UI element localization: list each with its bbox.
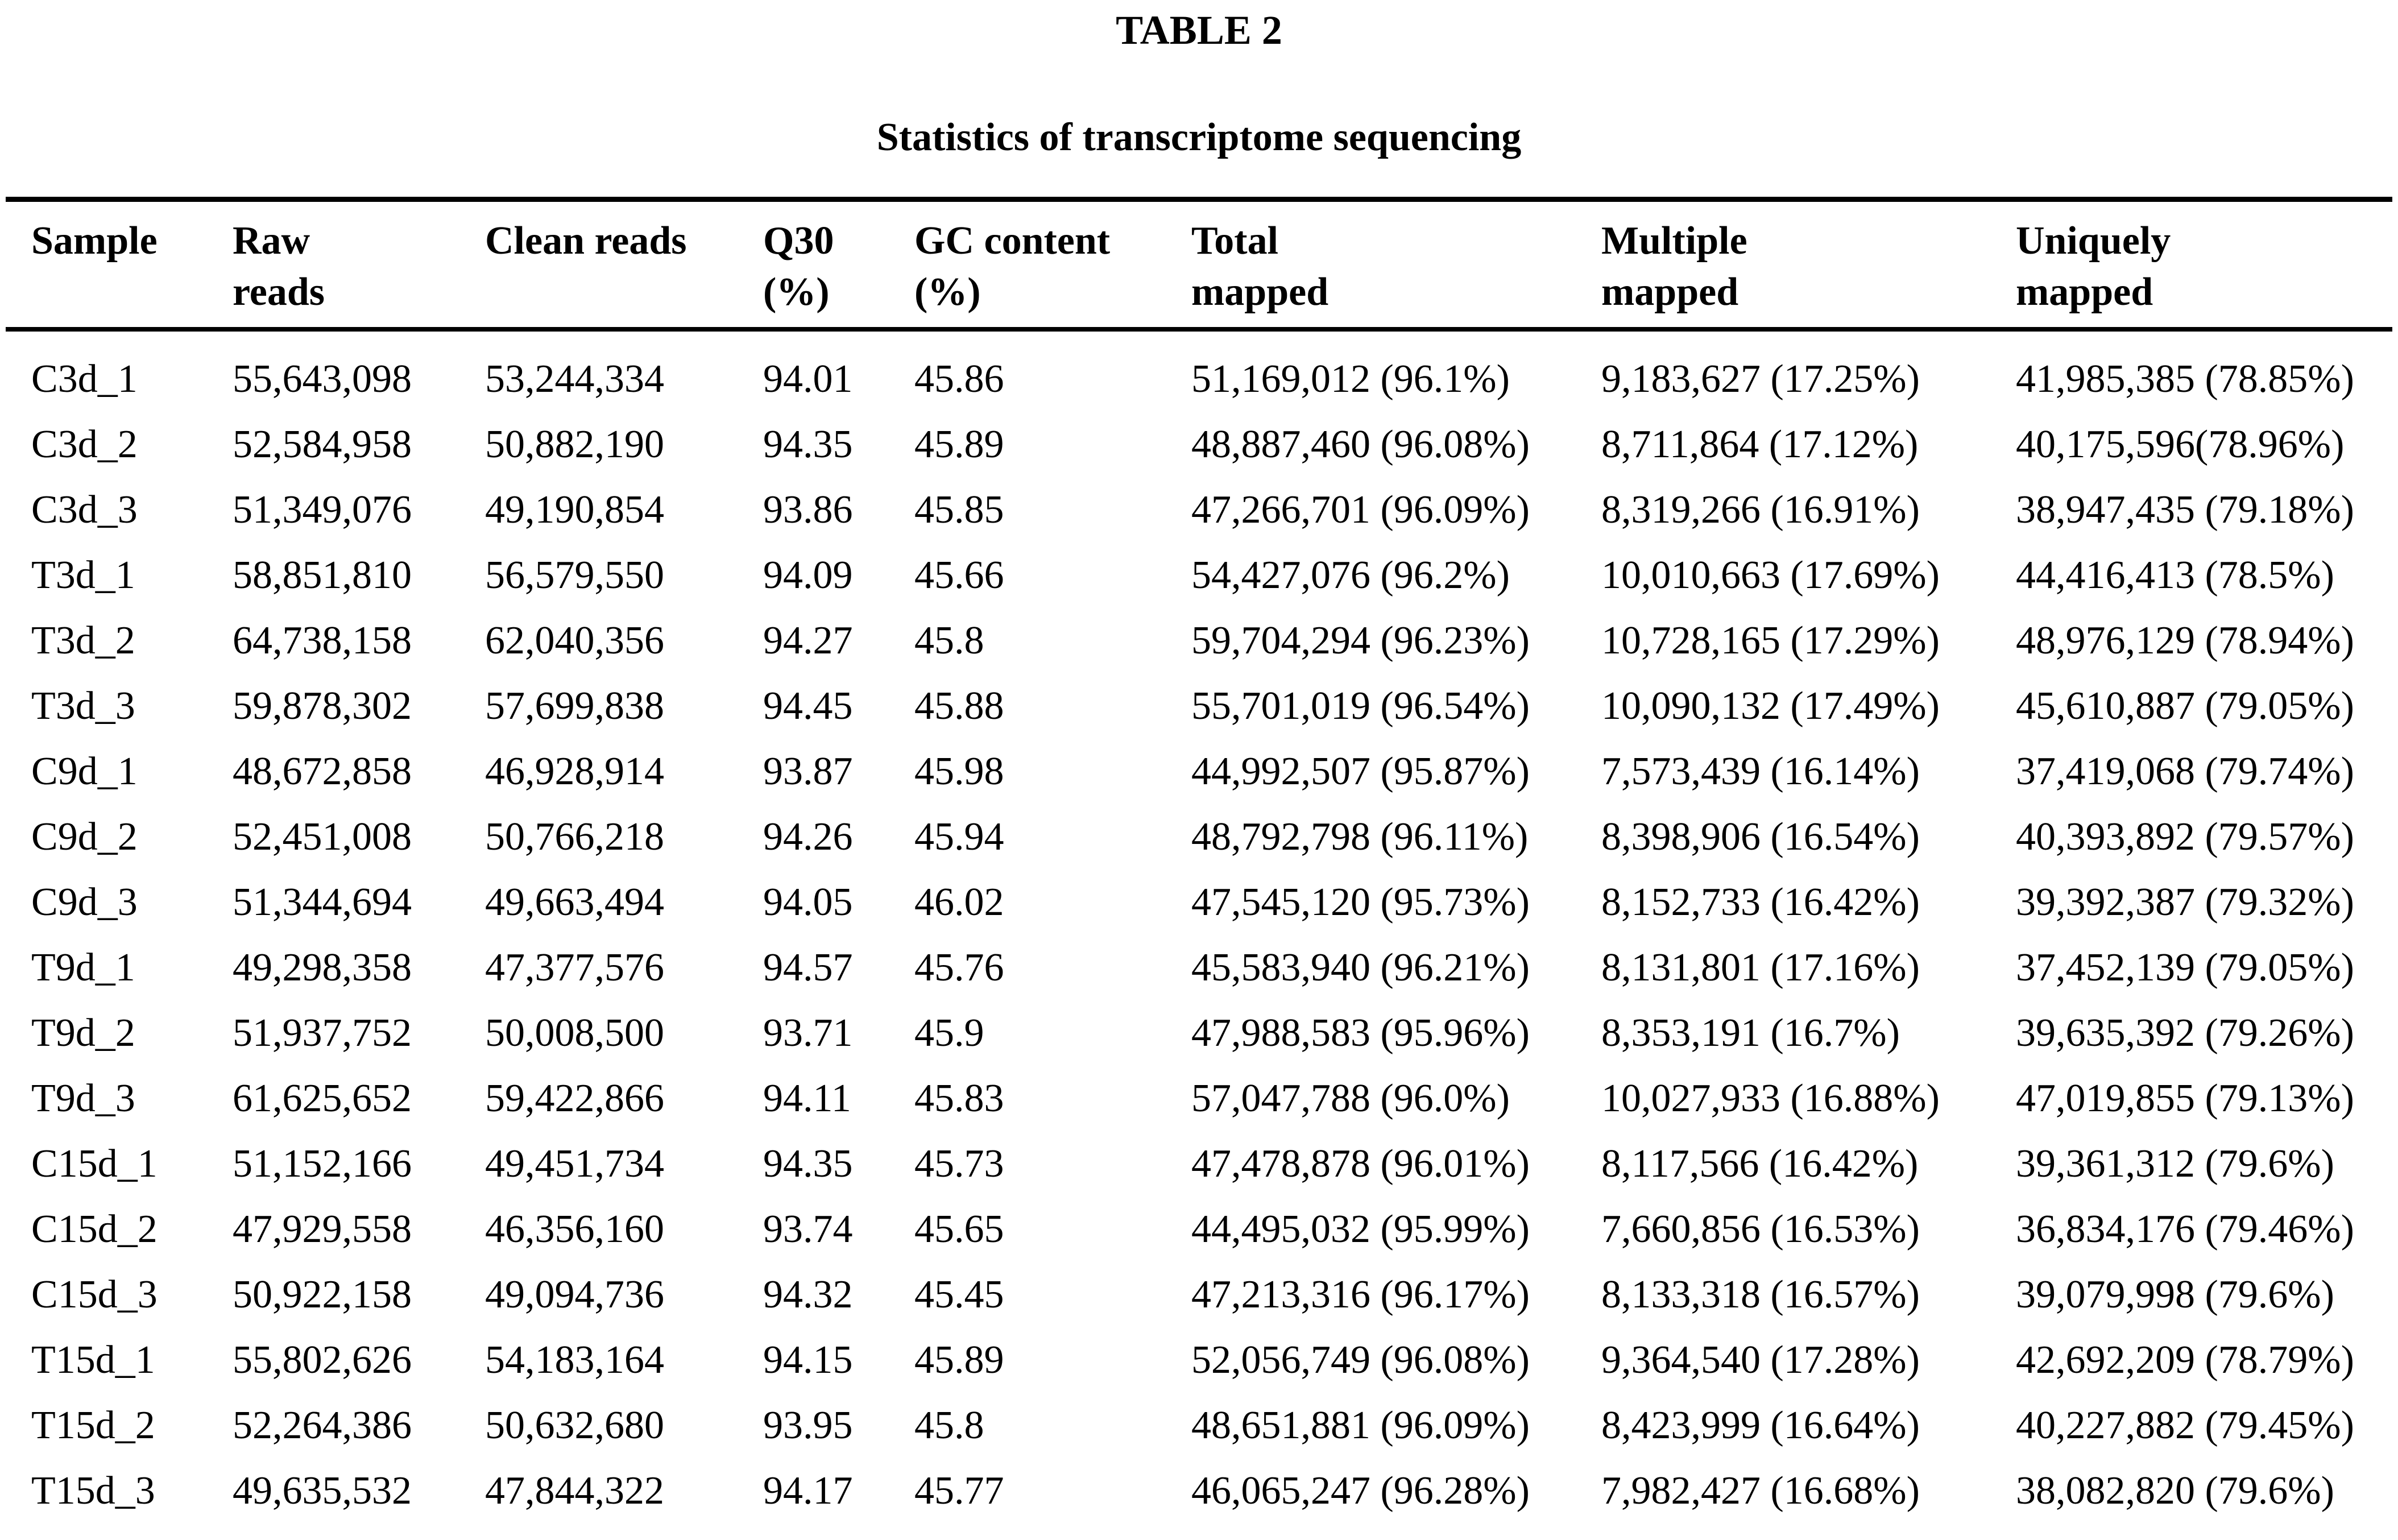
cell-multiple-mapped: 8,117,566 (16.42%): [1601, 1141, 1919, 1186]
cell-uniquely-mapped: 41,985,385 (78.85%): [2016, 357, 2354, 401]
cell-clean-reads: 57,699,838: [485, 684, 664, 728]
cell-uniquely-mapped: 44,416,413 (78.5%): [2016, 553, 2334, 597]
cell-clean-reads: 50,766,218: [485, 814, 664, 859]
cell-sample: T9d_2: [31, 1011, 135, 1055]
table-row: [6, 1131, 2392, 1197]
statistics-table: [6, 197, 2392, 1540]
cell-sample: C15d_1: [31, 1141, 158, 1186]
cell-gc-content: 45.94: [914, 814, 1004, 859]
table-row: [6, 412, 2392, 477]
cell-gc-content: 45.98: [914, 749, 1004, 793]
cell-q30: 94.35: [763, 422, 853, 466]
cell-gc-content: 45.65: [914, 1207, 1004, 1251]
col-header-clean-reads: [459, 200, 738, 330]
table-header: [6, 200, 2392, 330]
cell-uniquely-mapped: 39,079,998 (79.6%): [2016, 1272, 2334, 1317]
table-body: [6, 329, 2392, 1540]
cell-uniquely-mapped: 39,361,312 (79.6%): [2016, 1141, 2334, 1186]
cell-sample: T3d_3: [31, 684, 135, 728]
cell-clean-reads: 59,422,866: [485, 1076, 664, 1120]
cell-raw-reads: 51,152,166: [233, 1141, 412, 1186]
cell-total-mapped: 55,701,019 (96.54%): [1191, 684, 1530, 728]
header-line: mapped: [1191, 270, 1329, 314]
cell-total-mapped: 47,545,120 (95.73%): [1191, 880, 1530, 924]
cell-gc-content: 45.45: [914, 1272, 1004, 1317]
cell-uniquely-mapped: 42,692,209 (78.79%): [2016, 1338, 2354, 1382]
cell-clean-reads: 50,008,500: [485, 1011, 664, 1055]
cell-gc-content: 45.88: [914, 684, 1004, 728]
table-row: [6, 1327, 2392, 1393]
cell-gc-content: 45.85: [914, 487, 1004, 532]
cell-multiple-mapped: 10,090,132 (17.49%): [1601, 684, 1940, 728]
cell-q30: 93.74: [763, 1207, 853, 1251]
header-line: reads: [233, 270, 325, 314]
cell-raw-reads: 51,344,694: [233, 880, 412, 924]
cell-total-mapped: 48,887,460 (96.08%): [1191, 422, 1530, 466]
cell-q30: 94.35: [763, 1141, 853, 1186]
cell-multiple-mapped: 8,133,318 (16.57%): [1601, 1272, 1920, 1317]
cell-gc-content: 45.83: [914, 1076, 1004, 1120]
cell-total-mapped: 54,427,076 (96.2%): [1191, 553, 1510, 597]
cell-multiple-mapped: 9,183,627 (17.25%): [1601, 357, 1920, 401]
cell-clean-reads: 50,632,680: [485, 1403, 664, 1447]
cell-raw-reads: 51,349,076: [233, 487, 412, 532]
cell-total-mapped: 47,988,583 (95.96%): [1191, 1011, 1530, 1055]
header-row: [6, 200, 2392, 330]
cell-uniquely-mapped: 38,082,820 (79.6%): [2016, 1468, 2334, 1513]
cell-clean-reads: 49,663,494: [485, 880, 664, 924]
cell-clean-reads: 47,377,576: [485, 945, 664, 990]
table-row: [6, 543, 2392, 608]
cell-multiple-mapped: 8,398,906 (16.54%): [1601, 814, 1920, 859]
cell-q30: 93.71: [763, 1011, 853, 1055]
cell-q30: 93.95: [763, 1403, 853, 1447]
cell-total-mapped: 47,266,701 (96.09%): [1191, 487, 1530, 532]
cell-multiple-mapped: 8,423,999 (16.64%): [1601, 1403, 1920, 1447]
table-row: [6, 1197, 2392, 1262]
cell-sample: T3d_2: [31, 618, 135, 663]
cell-gc-content: 45.89: [914, 1338, 1004, 1382]
cell-sample: T15d_3: [31, 1468, 155, 1513]
table-row: [6, 739, 2392, 804]
cell-raw-reads: 49,635,532: [233, 1468, 412, 1513]
cell-sample: C15d_2: [31, 1207, 158, 1251]
cell-total-mapped: 44,495,032 (95.99%): [1191, 1207, 1530, 1251]
cell-sample: T9d_3: [31, 1076, 135, 1120]
table-row: [6, 804, 2392, 870]
cell-multiple-mapped: 8,131,801 (17.16%): [1601, 945, 1920, 990]
cell-uniquely-mapped: 37,419,068 (79.74%): [2016, 749, 2354, 793]
header-line: Uniquely: [2016, 219, 2171, 263]
cell-uniquely-mapped: 36,834,176 (79.46%): [2016, 1207, 2354, 1251]
cell-gc-content: 46.02: [914, 880, 1004, 924]
table-number-title: TABLE 2: [1116, 7, 1282, 53]
cell-multiple-mapped: 8,711,864 (17.12%): [1601, 422, 1919, 466]
cell-total-mapped: 47,213,316 (96.17%): [1191, 1272, 1530, 1317]
cell-raw-reads: 50,922,158: [233, 1272, 412, 1317]
col-header-q30: [738, 200, 889, 330]
cell-raw-reads: 52,584,958: [233, 422, 412, 466]
cell-multiple-mapped: 8,319,266 (16.91%): [1601, 487, 1920, 532]
cell-raw-reads: 48,672,858: [233, 749, 412, 793]
cell-clean-reads: 56,579,550: [485, 553, 664, 597]
cell-multiple-mapped: 8,353,191 (16.7%): [1601, 1011, 1900, 1055]
cell-raw-reads: 58,851,810: [233, 553, 412, 597]
cell-multiple-mapped: 7,573,439 (16.14%): [1601, 749, 1920, 793]
cell-q30: 94.09: [763, 553, 853, 597]
cell-sample: C9d_2: [31, 814, 138, 859]
cell-uniquely-mapped: 39,635,392 (79.26%): [2016, 1011, 2354, 1055]
cell-gc-content: 45.9: [914, 1011, 984, 1055]
header-line: Clean reads: [485, 219, 687, 263]
cell-sample: C9d_1: [31, 749, 138, 793]
col-header-raw-reads: [207, 200, 459, 330]
cell-sample: T9d_1: [31, 945, 135, 990]
cell-total-mapped: 51,169,012 (96.1%): [1191, 357, 1510, 401]
header-line: Total: [1191, 219, 1279, 263]
col-header-multiple-mapped: [1576, 200, 1990, 330]
cell-clean-reads: 49,190,854: [485, 487, 664, 532]
table-row: [6, 1000, 2392, 1066]
table-row: [6, 477, 2392, 543]
table-row: [6, 870, 2392, 935]
col-header-gc-content: [889, 200, 1166, 330]
table-row: [6, 608, 2392, 673]
table-row: [6, 1458, 2392, 1540]
cell-q30: 94.15: [763, 1338, 853, 1382]
col-header-sample: [6, 200, 207, 330]
cell-sample: T15d_2: [31, 1403, 155, 1447]
table-row: [6, 1066, 2392, 1131]
cell-sample: C3d_3: [31, 487, 138, 532]
cell-uniquely-mapped: 40,227,882 (79.45%): [2016, 1403, 2354, 1447]
cell-total-mapped: 48,651,881 (96.09%): [1191, 1403, 1530, 1447]
cell-multiple-mapped: 10,027,933 (16.88%): [1601, 1076, 1940, 1120]
cell-raw-reads: 52,451,008: [233, 814, 412, 859]
header-line: mapped: [2016, 270, 2153, 314]
header-line: GC content: [914, 219, 1111, 263]
cell-clean-reads: 54,183,164: [485, 1338, 664, 1382]
cell-raw-reads: 49,298,358: [233, 945, 412, 990]
header-line: Raw: [233, 219, 310, 263]
cell-q30: 94.17: [763, 1468, 853, 1513]
cell-raw-reads: 55,802,626: [233, 1338, 412, 1382]
cell-uniquely-mapped: 40,393,892 (79.57%): [2016, 814, 2354, 859]
cell-gc-content: 45.73: [914, 1141, 1004, 1186]
cell-gc-content: 45.89: [914, 422, 1004, 466]
cell-uniquely-mapped: 38,947,435 (79.18%): [2016, 487, 2354, 532]
cell-clean-reads: 46,928,914: [485, 749, 664, 793]
header-line: (%): [914, 270, 981, 314]
cell-raw-reads: 59,878,302: [233, 684, 412, 728]
cell-total-mapped: 48,792,798 (96.11%): [1191, 814, 1529, 859]
cell-sample: T15d_1: [31, 1338, 155, 1382]
cell-clean-reads: 47,844,322: [485, 1468, 664, 1513]
cell-multiple-mapped: 8,152,733 (16.42%): [1601, 880, 1920, 924]
cell-gc-content: 45.8: [914, 618, 984, 663]
table-caption: Statistics of transcriptome sequencing: [876, 115, 1522, 159]
cell-q30: 94.32: [763, 1272, 853, 1317]
cell-clean-reads: 53,244,334: [485, 357, 664, 401]
cell-raw-reads: 55,643,098: [233, 357, 412, 401]
cell-sample: C9d_3: [31, 880, 138, 924]
cell-total-mapped: 44,992,507 (95.87%): [1191, 749, 1530, 793]
header-line: (%): [763, 270, 830, 314]
cell-q30: 94.57: [763, 945, 853, 990]
header-line: mapped: [1601, 270, 1739, 314]
cell-q30: 94.11: [763, 1076, 851, 1120]
header-line: Multiple: [1601, 219, 1747, 263]
table-row: [6, 673, 2392, 739]
header-line: Q30: [763, 219, 834, 263]
col-header-total-mapped: [1166, 200, 1576, 330]
cell-uniquely-mapped: 40,175,596(78.96%): [2016, 422, 2345, 466]
cell-raw-reads: 51,937,752: [233, 1011, 412, 1055]
cell-gc-content: 45.86: [914, 357, 1004, 401]
cell-multiple-mapped: 7,660,856 (16.53%): [1601, 1207, 1920, 1251]
cell-multiple-mapped: 10,728,165 (17.29%): [1601, 618, 1940, 663]
cell-total-mapped: 45,583,940 (96.21%): [1191, 945, 1530, 990]
cell-clean-reads: 50,882,190: [485, 422, 664, 466]
col-header-uniquely-mapped: [1990, 200, 2392, 330]
cell-q30: 93.87: [763, 749, 853, 793]
cell-total-mapped: 46,065,247 (96.28%): [1191, 1468, 1530, 1513]
table-row: [6, 329, 2392, 412]
table-row: [6, 1262, 2392, 1327]
cell-q30: 94.01: [763, 357, 853, 401]
cell-gc-content: 45.8: [914, 1403, 984, 1447]
cell-total-mapped: 57,047,788 (96.0%): [1191, 1076, 1510, 1120]
cell-clean-reads: 49,094,736: [485, 1272, 664, 1317]
cell-raw-reads: 64,738,158: [233, 618, 412, 663]
cell-multiple-mapped: 7,982,427 (16.68%): [1601, 1468, 1920, 1513]
cell-sample: T3d_1: [31, 553, 135, 597]
table-row: [6, 1393, 2392, 1458]
cell-total-mapped: 52,056,749 (96.08%): [1191, 1338, 1530, 1382]
cell-sample: C3d_1: [31, 357, 138, 401]
header-line: Sample: [31, 219, 158, 263]
cell-uniquely-mapped: 39,392,387 (79.32%): [2016, 880, 2354, 924]
cell-gc-content: 45.76: [914, 945, 1004, 990]
cell-uniquely-mapped: 47,019,855 (79.13%): [2016, 1076, 2354, 1120]
cell-total-mapped: 59,704,294 (96.23%): [1191, 618, 1530, 663]
cell-q30: 94.05: [763, 880, 853, 924]
cell-uniquely-mapped: 37,452,139 (79.05%): [2016, 945, 2354, 990]
cell-clean-reads: 49,451,734: [485, 1141, 664, 1186]
table-row: [6, 935, 2392, 1000]
cell-q30: 94.45: [763, 684, 853, 728]
cell-sample: C15d_3: [31, 1272, 158, 1317]
cell-raw-reads: 61,625,652: [233, 1076, 412, 1120]
cell-uniquely-mapped: 48,976,129 (78.94%): [2016, 618, 2354, 663]
cell-total-mapped: 47,478,878 (96.01%): [1191, 1141, 1530, 1186]
cell-multiple-mapped: 10,010,663 (17.69%): [1601, 553, 1940, 597]
cell-sample: C3d_2: [31, 422, 138, 466]
cell-raw-reads: 52,264,386: [233, 1403, 412, 1447]
cell-multiple-mapped: 9,364,540 (17.28%): [1601, 1338, 1920, 1382]
cell-uniquely-mapped: 45,610,887 (79.05%): [2016, 684, 2354, 728]
cell-q30: 94.27: [763, 618, 853, 663]
cell-gc-content: 45.77: [914, 1468, 1004, 1513]
cell-q30: 93.86: [763, 487, 853, 532]
cell-clean-reads: 46,356,160: [485, 1207, 664, 1251]
cell-gc-content: 45.66: [914, 553, 1004, 597]
cell-raw-reads: 47,929,558: [233, 1207, 412, 1251]
cell-clean-reads: 62,040,356: [485, 618, 664, 663]
cell-q30: 94.26: [763, 814, 853, 859]
